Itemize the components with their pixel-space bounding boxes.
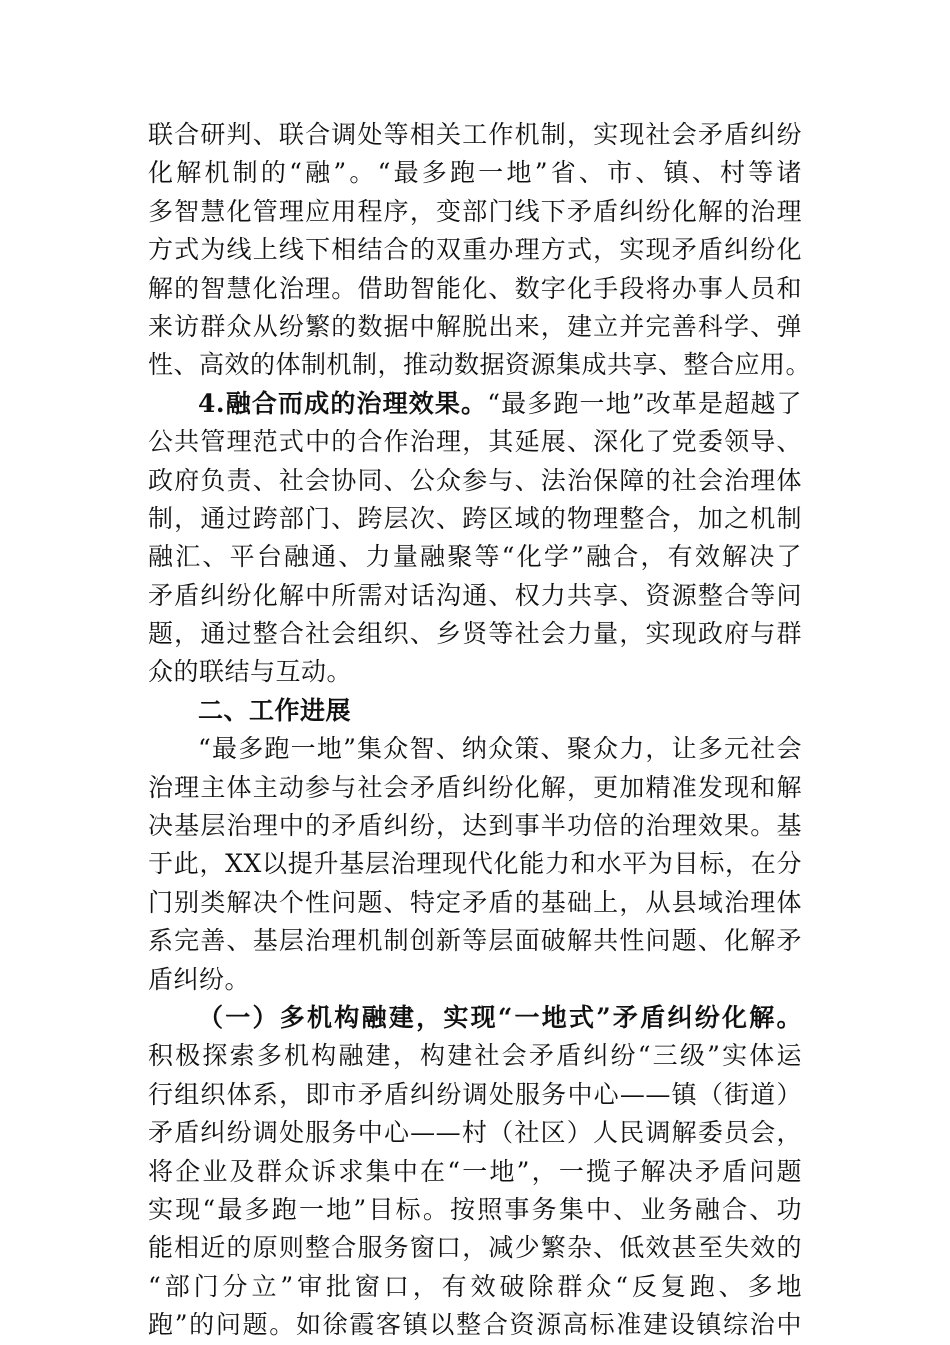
text-line: 制，通过跨部门、跨层次、跨区域的物理整合，加之机制	[148, 503, 802, 533]
text-line: 方式为线上线下相结合的双重办理方式，实现矛盾纠纷化	[148, 235, 802, 265]
text-line: 实现“最多跑一地”目标。按照事务集中、业务融合、功	[148, 1194, 802, 1224]
text-line: “部门分立”审批窗口，有效破除群众“反复跑、多地	[148, 1271, 802, 1301]
text-line: 化解机制的“融”。“最多跑一地”省、市、镇、村等诸	[148, 158, 802, 188]
paragraph-progress	[148, 730, 802, 999]
text-line: 多智慧化管理应用程序，变部门线下矛盾纠纷化解的治理	[148, 196, 802, 226]
text-line: 矛盾纠纷调处服务中心——村（社区）人民调解委员会，	[148, 1118, 802, 1148]
text-line: 联合研判、联合调处等相关工作机制，实现社会矛盾纠纷	[148, 120, 802, 149]
text-line: 政府负责、社会协同、公众参与、法治保障的社会治理体	[148, 465, 802, 495]
text-line: 性、高效的体制机制，推动数据资源集成共享、整合应用。	[148, 350, 812, 380]
text-line: 能相近的原则整合服务窗口，减少繁杂、低效甚至失效的	[148, 1233, 802, 1263]
text-line: 题，通过整合社会组织、乡贤等社会力量，实现政府与群	[148, 619, 802, 649]
subsection-heading: （一）多机构融建，实现“一地式”矛盾纠纷化解。	[198, 1002, 802, 1032]
text-line: 行组织体系，即市矛盾纠纷调处服务中心——镇（街道）	[148, 1079, 802, 1109]
section-heading: 二、工作进展	[198, 695, 352, 725]
text-line	[148, 385, 802, 423]
text-line: “最多跑一地”集众智、纳众策、聚众力，让多元社会	[198, 734, 802, 764]
text-line: 将企业及群众诉求集中在“一地”，一揽子解决矛盾问题	[148, 1156, 802, 1186]
text-line: 盾纠纷。	[148, 964, 251, 994]
document-page	[148, 116, 812, 1345]
text-line: 治理主体主动参与社会矛盾纠纷化解，更加精准发现和解	[148, 772, 802, 802]
paragraph-governance-effect	[148, 385, 802, 692]
text-line: 矛盾纠纷化解中所需对话沟通、权力共享、资源整合等问	[148, 580, 802, 610]
paragraph-multi-agency	[148, 1037, 802, 1344]
text-line: 跑”的问题。如徐霞客镇以整合资源高标准建设镇综治中	[148, 1310, 802, 1340]
text-line: 系完善、基层治理机制创新等层面破解共性问题、化解矛	[148, 926, 802, 956]
text-line: 众的联结与互动。	[148, 657, 353, 687]
text-line: 融汇、平台融通、力量融聚等“化学”融合，有效解决了	[148, 542, 802, 572]
text-line: 决基层治理中的矛盾纠纷，达到事半功倍的治理效果。基	[148, 811, 802, 841]
text-line: 于此，XX以提升基层治理现代化能力和水平为目标，在分	[148, 849, 802, 879]
text-line: 来访群众从纷繁的数据中解脱出来，建立并完善科学、弹	[148, 311, 802, 341]
point-heading: 4.融合而成的治理效果。	[198, 388, 488, 418]
text-line: 解的智慧化治理。借助智能化、数字化手段将办事人员和	[148, 273, 802, 303]
point-heading-rest: “最多跑一地”改革是超越了	[487, 388, 802, 418]
text-line: 公共管理范式中的合作治理，其延展、深化了党委领导、	[148, 427, 802, 457]
paragraph-mechanism	[148, 116, 812, 385]
text-line: 门别类解决个性问题、特定矛盾的基础上，从县域治理体	[148, 887, 802, 917]
text-line: 积极探索多机构融建，构建社会矛盾纠纷“三级”实体运	[148, 1041, 802, 1071]
